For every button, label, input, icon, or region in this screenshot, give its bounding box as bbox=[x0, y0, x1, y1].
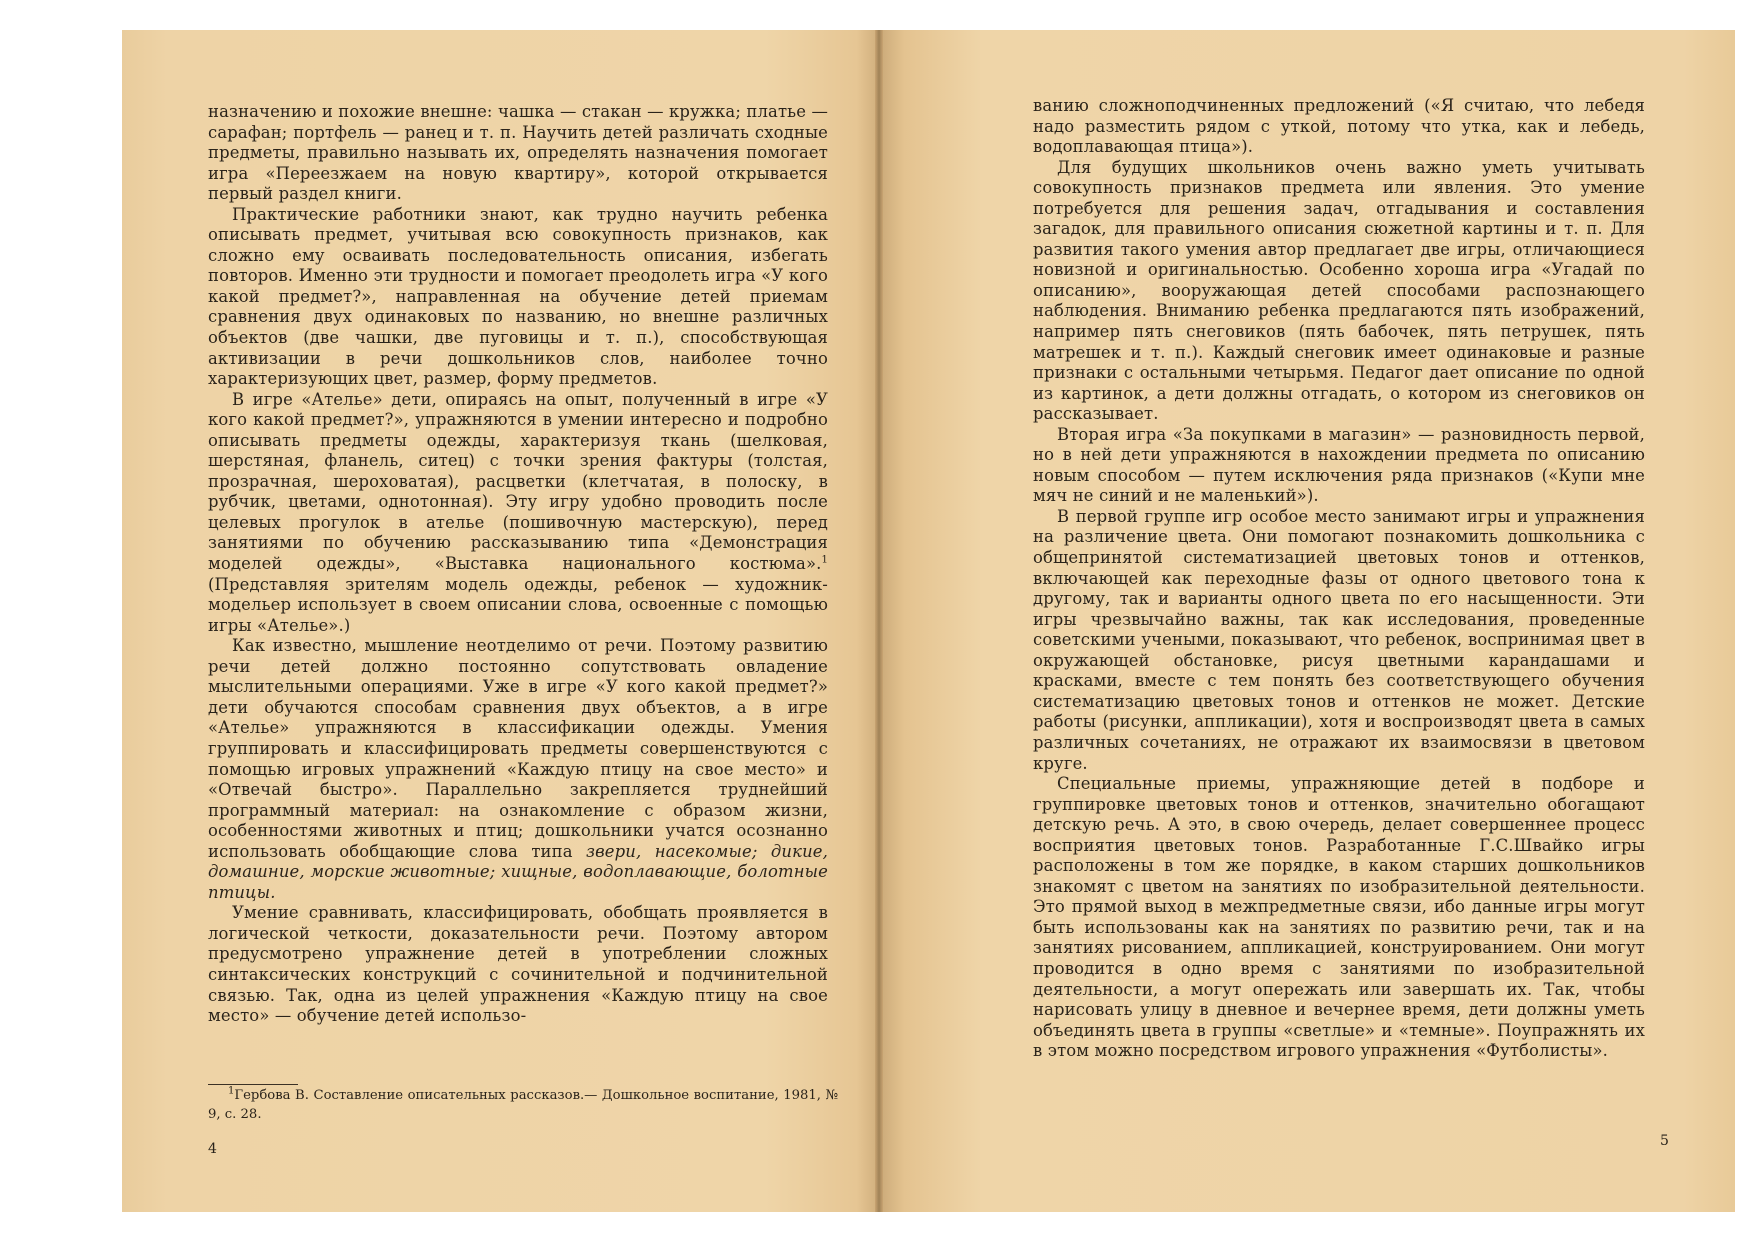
paragraph: ванию сложноподчиненных предложений («Я считаю, что лебедя надо разместить рядом с уткой, потому что утка, как и лебедь, водоплавающая птица»). bbox=[1033, 96, 1645, 157]
footnote-mark: 1 bbox=[821, 554, 828, 566]
right-page-body bbox=[1033, 96, 1645, 1062]
paragraph: В первой группе игр особое место занимают игры и упражнения на различение цвета. Они помогают познакомить дошкольника с общепринятой систематизацией цветовых тонов и оттенков, включающей как переходные фазы от одного цветового тона к другому, так и варианты одного цвета по его насыщенности. Эти игры чрезвычайно важны, так как исследования, проведенные советскими учеными, показывают, что ребенок, воспринимая цвет в окружающей обстановке, рисуя цветными карандашами и красками, вместе с тем понять без соответствующего обучения систематизацию цветовых тонов и оттенков не может. Детские работы (рисунки, аппликации), хотя и воспроизводят цвета в самых различных сочетаниях, не отражают их взаимосвязи в цветовом круге. bbox=[1033, 506, 1645, 773]
footnote-divider bbox=[208, 1084, 298, 1085]
paragraph-text: В игре «Ателье» дети, опираясь на опыт, полученный в игре «У кого какой предмет?», упражняются в умении интересно и подробно описывать предметы одежды, характеризуя ткань (шелковая, шерстяная, фланель, ситец) с точки зрения фактуры (толстая, прозрачная, шероховатая), расцветки (клетчатая, в полоску, в рубчик, цветами, однотонная). Эту игру удобно проводить после целевых прогулок в ателье (пошивочную мастерскую), перед занятиями по обучению рассказыванию типа «Демонстрация моделей одежды», «Выставка национального костюма». bbox=[208, 389, 828, 574]
paragraph: Для будущих школьников очень важно уметь учитывать совокупность признаков предмета или явления. Это умение потребуется для решения задач, отгадывания и составления загадок, для правильного описания сюжетной картины и т. п. Для развития такого умения автор предлагает две игры, отличающиеся новизной и оригинальностью. Особенно хороша игра «Угадай по описанию», вооружающая детей способами распознающего наблюдения. Вниманию ребенка предлагаются пять изображений, например пять снеговиков (пять бабочек, пять петрушек, пять матрешек и т. п.). Каждый снеговик имеет одинаковые и разные признаки с остальными четырьмя. Педагог дает описание по одной из картинок, а дети должны отгадать, о котором из снеговиков он рассказывает. bbox=[1033, 157, 1645, 424]
paragraph bbox=[208, 636, 828, 903]
page-number: 4 bbox=[208, 1141, 217, 1157]
paragraph: Специальные приемы, упражняющие детей в подборе и группировке цветовых тонов и оттенков, значительно обогащают детскую речь. А это, в свою очередь, делает совершеннее процесс восприятия цветовых тонов. Разработанные Г.С.Швайко игры расположены в том же порядке, в каком старших дошкольников знакомят с цветом на занятиях по изобразительной деятельности. Это прямой выход в межпредметные связи, ибо данные игры могут быть использованы как на занятиях по развитию речи, так и на занятиях рисованием, аппликацией, конструированием. Они могут проводится в одно время с занятиями по изобразительной деятельности, а могут опережать или завершать их. Так, чтобы нарисовать улицу в дневное и вечернее время, дети должны уметь объединять цвета в группы «светлые» и «темные». Поупражнять их в этом можно посредством игрового упражнения «Футболисты». bbox=[1033, 774, 1645, 1061]
paragraph: Умение сравнивать, классифицировать, обобщать проявляется в логической четкости, доказательности речи. Поэтому автором предусмотрено упражнение детей в употреблении сложных синтаксических конструкций с сочинительной и подчинительной связью. Так, одна из целей упражнения «Каждую птицу на свое место» — обучение детей использо- bbox=[208, 903, 828, 1026]
book-spread bbox=[122, 30, 1735, 1212]
paragraph: Вторая игра «За покупками в магазин» — разновидность первой, но в ней дети упражняются в нахождении предмета по описанию новым способом — путем исключения ряда признаков («Купи мне мяч не синий и не маленький»). bbox=[1033, 424, 1645, 506]
paragraph bbox=[208, 390, 828, 637]
footnote-text: Гербова В. Составление описательных рассказов.— Дошкольное воспитание, 1981, № 9, с. 28. bbox=[208, 1088, 838, 1122]
footnote-number: 1 bbox=[228, 1085, 235, 1097]
page-number: 5 bbox=[1660, 1133, 1669, 1149]
right-page bbox=[879, 30, 1735, 1212]
left-page-body bbox=[208, 102, 828, 1027]
paragraph: Практические работники знают, как трудно научить ребенка описывать предмет, учитывая всю совокупность признаков, как сложно ему осваивать последовательность описания, избегать повторов. Именно эти трудности и помогает преодолеть игра «У кого какой предмет?», направленная на обучение детей приемам сравнения двух одинаковых по названию, но внешне различных объектов (две чашки, две пуговицы и т. п.), способствующая активизации в речи дошкольников слов, наиболее точно характеризующих цвет, размер, форму предметов. bbox=[208, 204, 828, 389]
left-page bbox=[122, 30, 879, 1212]
paragraph-text: (Представляя зрителям модель одежды, ребенок — художник-модельер использует в своем описании слова, освоенные с помощью игры «Ателье».) bbox=[208, 574, 828, 635]
paragraph-text: Как известно, мышление неотделимо от речи. Поэтому развитию речи детей должно постоянно сопутствовать овладение мыслительными операциями. Уже в игре «У кого какой предмет?» дети обучаются способам сравнения двух объектов, а в игре «Ателье» упражняются в классификации одежды. Умения группировать и классифицировать предметы совершенствуются с помощью игровых упражнений «Каждую птицу на свое место» и «Отвечай быстро». Параллельно закрепляется труднейший программный материал: на ознакомление с образом жизни, особенностями животных и птиц; дошкольники учатся осознанно использовать обобщающие слова типа bbox=[208, 636, 828, 861]
footnote bbox=[208, 1087, 838, 1124]
paragraph: назначению и похожие внешне: чашка — стакан — кружка; платье — сарафан; портфель — ранец и т. п. Научить детей различать сходные предметы, правильно называть их, определять назначения помогает игра «Переезжаем на новую квартиру», которой открывается первый раздел книги. bbox=[208, 102, 828, 204]
book-gutter bbox=[875, 30, 883, 1212]
italic-terms: звери, насекомые; дикие, домашние, морские животные; хищные, водоплавающие, болотные птицы. bbox=[208, 841, 828, 902]
